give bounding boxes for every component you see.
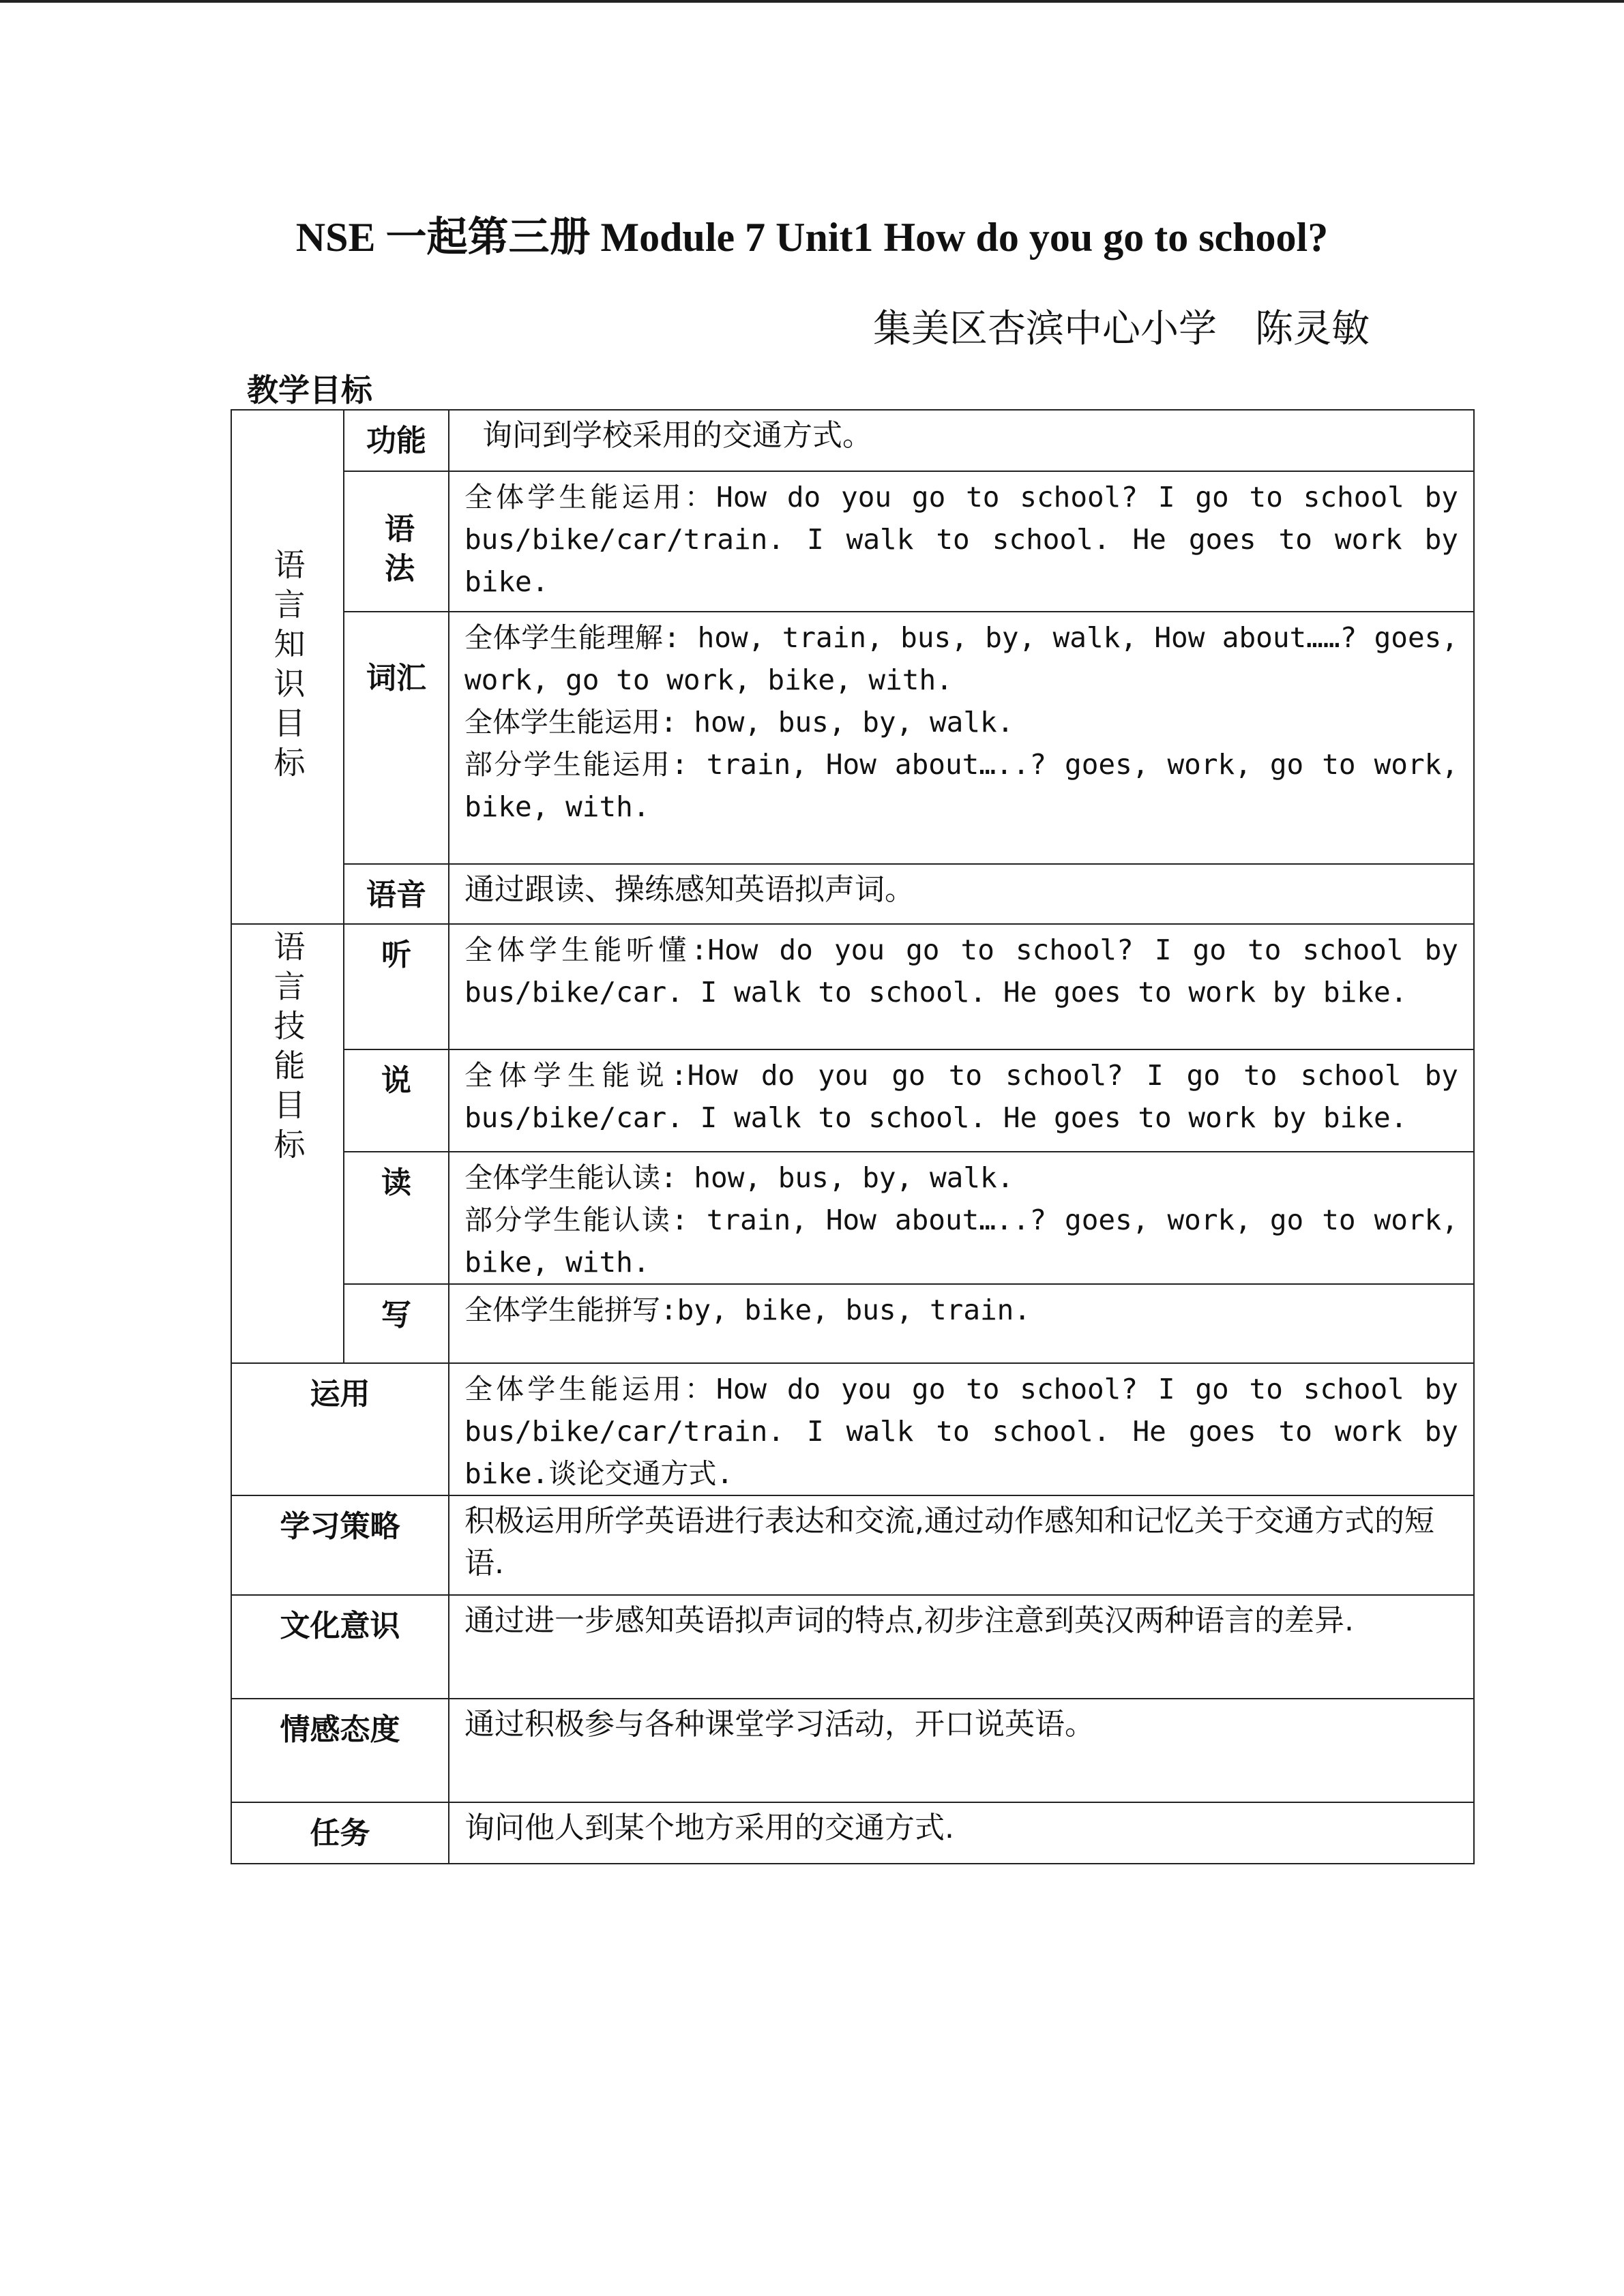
function-label: 功能 — [366, 423, 426, 458]
vocabulary-content — [449, 612, 1473, 828]
table-row-speaking — [231, 1049, 1474, 1152]
attitude-label-cell — [231, 1699, 449, 1802]
table-row-vocabulary — [231, 612, 1474, 864]
writing-label: 写 — [381, 1298, 411, 1332]
writing-content — [449, 1285, 1473, 1331]
grammar-content-cell — [449, 471, 1474, 612]
speaking-label-cell — [344, 1049, 449, 1152]
phonetics-content-cell — [449, 864, 1474, 924]
culture-line: 通过进一步感知英语拟声词的特点,初步注意到英汉两种语言的差异. — [464, 1603, 1354, 1638]
document-title: NSE 一起第三册 Module 7 Unit1 How do you go to school? — [295, 215, 1329, 260]
strategy-line: 积极运用所学英语进行表达和交流,通过动作感知和记忆关于交通方式的短语. — [464, 1504, 1434, 1581]
culture-content — [449, 1596, 1473, 1642]
table-row-function — [231, 410, 1474, 471]
strategy-label-cell — [231, 1495, 449, 1595]
reading-label-cell — [344, 1152, 449, 1284]
teaching-goals-table — [231, 409, 1475, 1864]
listening-line: 全体学生能听懂:How do you go to school? I go to school by bus/bike/car. I walk to school. He goes to work by bike. — [464, 934, 1458, 1009]
function-label-cell — [344, 410, 449, 471]
function-line: 询问到学校采用的交通方式。 — [482, 418, 872, 453]
group-language-skills-cell — [231, 924, 344, 1363]
grammar-label: 语法 — [379, 513, 414, 592]
page-top-border — [0, 0, 1624, 3]
speaking-line: 全体学生能说:How do you go to school? I go to school by bus/bike/car. I walk to school. He goes to work by bike. — [464, 1059, 1458, 1134]
table-row-task — [231, 1802, 1474, 1864]
speaking-content — [449, 1050, 1473, 1139]
phonetics-line: 通过跟读、操练感知英语拟声词。 — [464, 872, 915, 907]
reading-content-cell — [449, 1152, 1474, 1284]
culture-label: 文化意识 — [280, 1609, 400, 1643]
task-line: 询问他人到某个地方采用的交通方式. — [464, 1810, 954, 1845]
listening-content — [449, 925, 1473, 1013]
application-content-cell — [449, 1363, 1474, 1495]
grammar-content — [449, 472, 1473, 603]
application-label-cell — [231, 1363, 449, 1495]
table-row-culture — [231, 1595, 1474, 1699]
table-row-strategy — [231, 1495, 1474, 1595]
vocabulary-line: 全体学生能理解: how, train, bus, by, walk, How about……? goes, work, go to work, bike, with. — [464, 621, 1458, 696]
table-row-grammar — [231, 471, 1474, 612]
reading-label: 读 — [381, 1165, 411, 1200]
group-language-skills-label: 语言技能目标 — [269, 930, 306, 1167]
reading-content — [449, 1152, 1473, 1283]
reading-line: 全体学生能认读: how, bus, by, walk. — [464, 1161, 1014, 1194]
table-row-listening — [231, 924, 1474, 1049]
function-content — [449, 411, 1473, 457]
attitude-content — [449, 1699, 1473, 1746]
attitude-line: 通过积极参与各种课堂学习活动，开口说英语。 — [464, 1707, 1095, 1742]
group-language-knowledge-cell — [231, 410, 344, 924]
task-content — [449, 1803, 1473, 1849]
vocabulary-line: 部分学生能运用: train, How about…..? goes, work, go to work, bike, with. — [464, 748, 1458, 823]
phonetics-label-cell — [344, 864, 449, 924]
author-school: 集美区杏滨中心小学 — [873, 307, 1217, 351]
table-row-application — [231, 1363, 1474, 1495]
phonetics-content — [449, 865, 1473, 911]
attitude-content-cell — [449, 1699, 1474, 1802]
writing-line: 全体学生能拼写:by, bike, bus, train. — [464, 1294, 1031, 1326]
reading-line: 部分学生能认读: train, How about…..? goes, work, go to work, bike, with. — [464, 1204, 1458, 1279]
table-row-reading — [231, 1152, 1474, 1284]
task-content-cell — [449, 1802, 1474, 1864]
listening-content-cell — [449, 924, 1474, 1049]
task-label: 任务 — [310, 1816, 370, 1851]
phonetics-label: 语音 — [366, 878, 426, 912]
task-label-cell — [231, 1802, 449, 1864]
vocabulary-line: 全体学生能运用: how, bus, by, walk. — [464, 706, 1014, 739]
section-heading: 教学目标 — [247, 372, 372, 408]
author-line — [873, 299, 1370, 353]
vocabulary-label: 词汇 — [366, 661, 426, 696]
culture-content-cell — [449, 1595, 1474, 1699]
speaking-label: 说 — [381, 1063, 411, 1098]
writing-label-cell — [344, 1284, 449, 1363]
function-content-cell — [449, 410, 1474, 471]
table-row-attitude — [231, 1699, 1474, 1802]
grammar-line: 全体学生能运用：How do you go to school? I go to school by bus/bike/car/train. I walk to school. He goes to work by bike. — [464, 481, 1458, 598]
culture-label-cell — [231, 1595, 449, 1699]
attitude-label: 情感态度 — [280, 1712, 400, 1747]
strategy-content-cell — [449, 1495, 1474, 1595]
strategy-label: 学习策略 — [280, 1509, 400, 1544]
application-label: 运用 — [310, 1377, 370, 1412]
strategy-content — [449, 1496, 1473, 1585]
author-name: 陈灵敏 — [1255, 307, 1370, 351]
speaking-content-cell — [449, 1049, 1474, 1152]
writing-content-cell — [449, 1284, 1474, 1363]
application-line: 全体学生能运用：How do you go to school? I go to school by bus/bike/car/train. I walk to school. He goes to work by bike.谈论交通方式. — [464, 1373, 1458, 1490]
grammar-label-cell — [344, 471, 449, 612]
listening-label: 听 — [381, 938, 411, 972]
vocabulary-label-cell — [344, 612, 449, 864]
group-language-knowledge-label: 语言知识目标 — [269, 548, 306, 786]
table-row-writing — [231, 1284, 1474, 1363]
table-row-phonetics — [231, 864, 1474, 924]
vocabulary-content-cell — [449, 612, 1474, 864]
application-content — [449, 1364, 1473, 1495]
listening-label-cell — [344, 924, 449, 1049]
